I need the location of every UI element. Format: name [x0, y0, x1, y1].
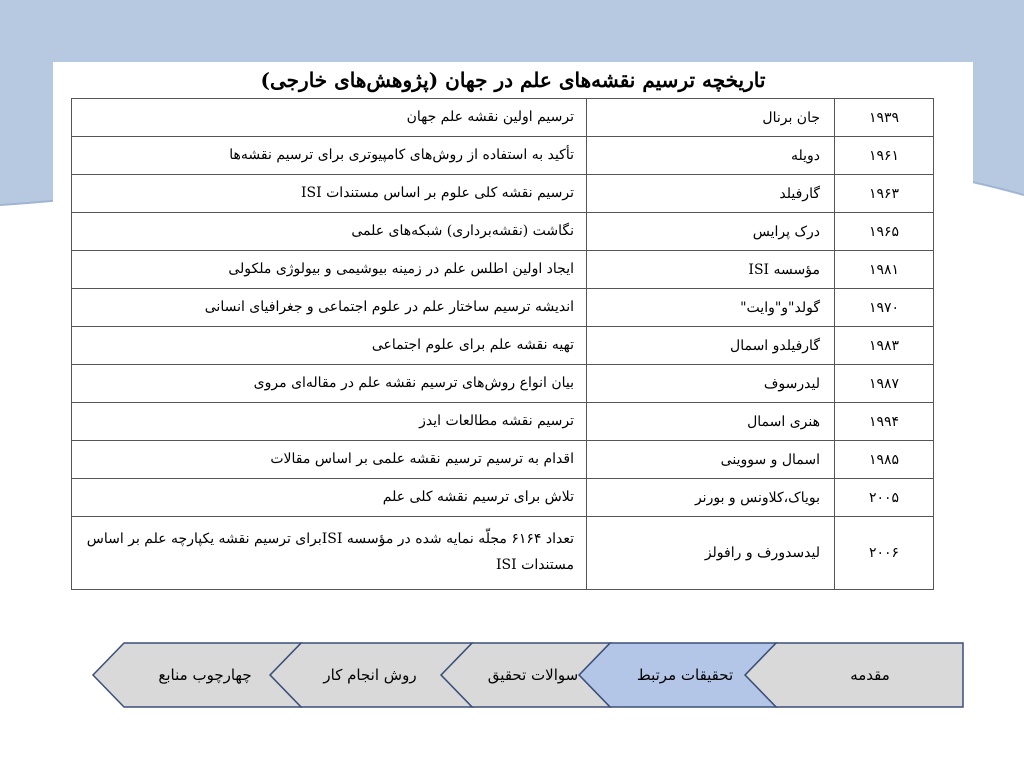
section-navigation: [90, 640, 966, 710]
year-cell: ۱۹۸۳: [835, 327, 934, 365]
person-cell: گولد"و"وایت": [587, 289, 835, 327]
description-cell: ایجاد اولین اطلس علم در زمینه بیوشیمی و بیولوژی ملکولی: [72, 251, 587, 289]
year-cell: ۱۹۶۳: [835, 175, 934, 213]
person-cell: دویله: [587, 137, 835, 175]
person-cell: لیدسدورف و رافولز: [587, 517, 835, 590]
year-cell: ۱۹۷۰: [835, 289, 934, 327]
year-cell: ۲۰۰۶: [835, 517, 934, 590]
person-cell: لیدرسوف: [587, 365, 835, 403]
table-row: [72, 99, 934, 137]
year-cell: ۱۹۹۴: [835, 403, 934, 441]
description-cell: بیان انواع روش‌های ترسیم نقشه علم در مقاله‌ای مروی: [72, 365, 587, 403]
table-row: [72, 327, 934, 365]
person-cell: گارفیلد: [587, 175, 835, 213]
table-row: [72, 175, 934, 213]
year-cell: ۲۰۰۵: [835, 479, 934, 517]
person-cell: اسمال و سووینی: [587, 441, 835, 479]
description-cell: تعداد ۶۱۶۴ مجلّه نمایه شده در مؤسسه ISIبرای ترسیم نقشه یکپارچه علم بر اساس مستندات ISI: [72, 517, 587, 590]
table-row: [72, 517, 934, 590]
year-cell: ۱۹۶۵: [835, 213, 934, 251]
year-cell: ۱۹۸۱: [835, 251, 934, 289]
year-cell: ۱۹۸۷: [835, 365, 934, 403]
table-row: [72, 441, 934, 479]
description-cell: نگاشت (نقشه‌برداری) شبکه‌های علمی: [72, 213, 587, 251]
table-row: [72, 403, 934, 441]
slide-title: تاریخچه ترسیم نقشه‌های علم در جهان (پژوهش‌های خارجی): [260, 68, 766, 92]
person-cell: مؤسسه ISI: [587, 251, 835, 289]
description-cell: اقدام به ترسیم ترسیم نقشه علمی بر اساس مقالات: [72, 441, 587, 479]
description-cell: تأکید به استفاده از روش‌های کامپیوتری برای ترسیم نقشه‌ها: [72, 137, 587, 175]
nav-item-methodology[interactable]: روش انجام کار: [323, 666, 417, 684]
table-row: [72, 365, 934, 403]
description-cell: اندیشه ترسیم ساختار علم در علوم اجتماعی و جغرافیای انسانی: [72, 289, 587, 327]
history-table: [71, 98, 934, 590]
table-row: [72, 289, 934, 327]
description-cell: ترسیم نقشه کلی علوم بر اساس مستندات ISI: [72, 175, 587, 213]
person-cell: گارفیلدو اسمال: [587, 327, 835, 365]
table-row: [72, 479, 934, 517]
person-cell: جان برنال: [587, 99, 835, 137]
table-row: [72, 213, 934, 251]
table-row: [72, 251, 934, 289]
description-cell: تهیه نقشه علم برای علوم اجتماعی: [72, 327, 587, 365]
nav-item-research-questions[interactable]: سوالات تحقیق: [487, 666, 579, 684]
description-cell: تلاش برای ترسیم نقشه کلی علم: [72, 479, 587, 517]
description-cell: ترسیم اولین نقشه علم جهان: [72, 99, 587, 137]
year-cell: ۱۹۸۵: [835, 441, 934, 479]
year-cell: ۱۹۳۹: [835, 99, 934, 137]
nav-item-sources-framework[interactable]: چهارچوب منابع: [158, 666, 252, 684]
nav-item-intro[interactable]: مقدمه: [850, 666, 890, 684]
person-cell: بویاک،کلاونس و بورنر: [587, 479, 835, 517]
nav-item-related-research[interactable]: تحقیقات مرتبط: [636, 666, 734, 684]
year-cell: ۱۹۶۱: [835, 137, 934, 175]
content-card: [53, 62, 973, 610]
table-row: [72, 137, 934, 175]
person-cell: هنری اسمال: [587, 403, 835, 441]
person-cell: درک پرایس: [587, 213, 835, 251]
description-cell: ترسیم نقشه مطالعات ایدز: [72, 403, 587, 441]
